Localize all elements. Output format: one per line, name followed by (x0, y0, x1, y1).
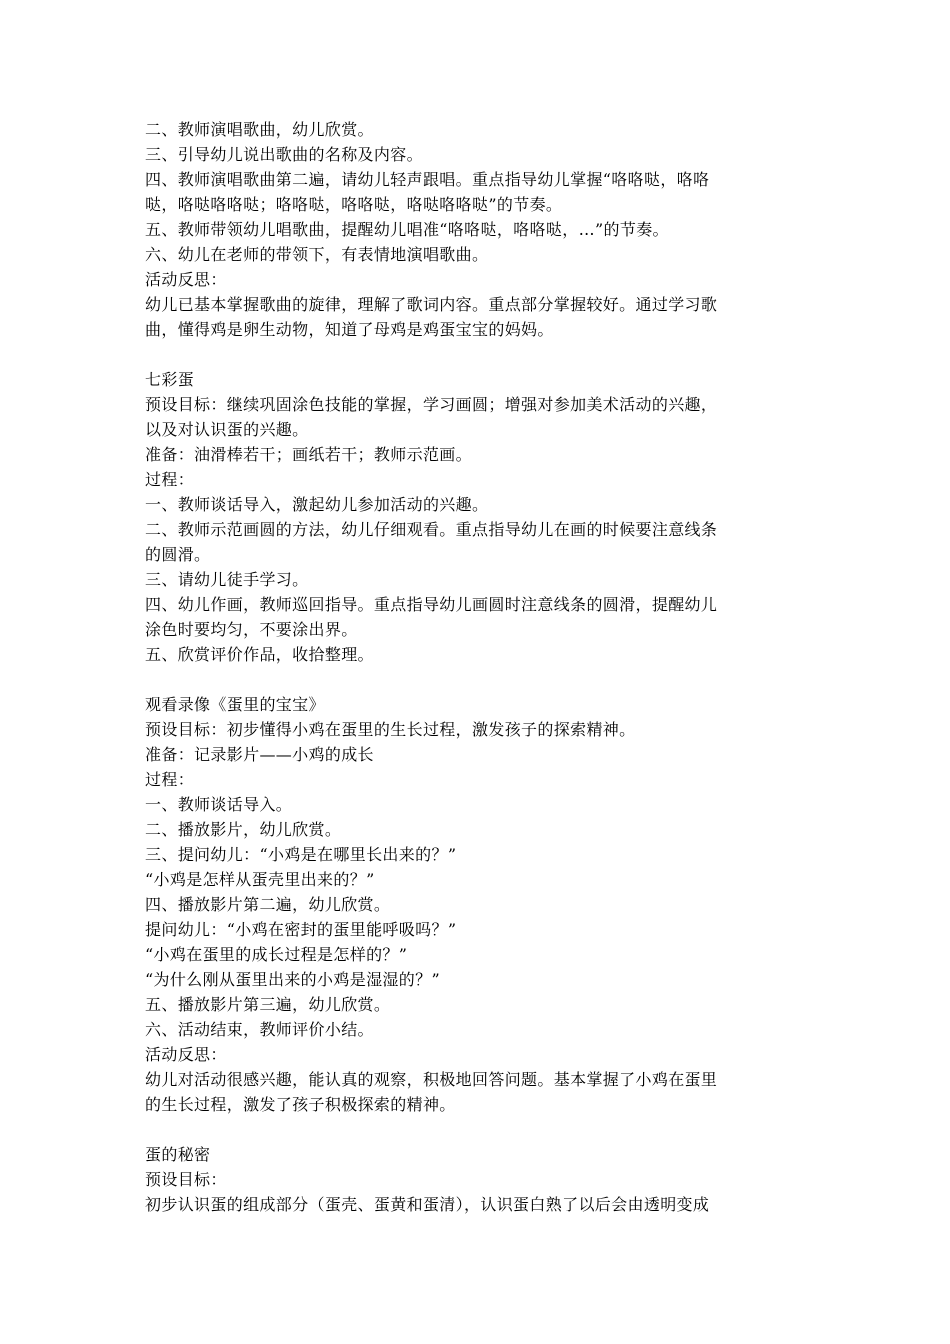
text-line: “小鸡是怎样从蛋壳里出来的？” (145, 870, 375, 889)
text-line: 以及对认识蛋的兴趣。 (145, 420, 309, 439)
text-line: “小鸡在蛋里的成长过程是怎样的？” (145, 945, 408, 964)
text-line: 准备：油滑棒若干；画纸若干；教师示范画。 (145, 445, 473, 464)
text-line: 六、活动结束，教师评价小结。 (145, 1020, 374, 1039)
text-line: 预设目标：继续巩固涂色技能的掌握，学习画圆；增强对参加美术活动的兴趣， (145, 395, 718, 414)
text-line: 过程： (145, 770, 195, 789)
text-line: 哒，咯哒咯咯哒；咯咯哒，咯咯哒，咯哒咯咯哒”的节奏。 (145, 195, 563, 214)
text-line: 五、欣赏评价作品，收拾整理。 (145, 645, 374, 664)
text-line: 五、教师带领幼儿唱歌曲，提醒幼儿唱准“咯咯哒，咯咯哒，…”的节奏。 (145, 220, 669, 239)
blank-line (145, 342, 815, 367)
text-line: 四、播放影片第二遍，幼儿欣赏。 (145, 895, 391, 914)
text-line: 观看录像《蛋里的宝宝》 (145, 695, 325, 714)
document-body (145, 117, 815, 1217)
text-line: 一、教师谈话导入，激起幼儿参加活动的兴趣。 (145, 495, 489, 514)
text-line: 二、教师演唱歌曲，幼儿欣赏。 (145, 120, 374, 139)
text-line: 预设目标： (145, 1170, 227, 1189)
text-line: 过程： (145, 470, 195, 489)
text-line: 蛋的秘密 (145, 1145, 211, 1164)
text-line: 一、教师谈话导入。 (145, 795, 293, 814)
text-line: 三、请幼儿徒手学习。 (145, 570, 309, 589)
text-line: 四、幼儿作画，教师巡回指导。重点指导幼儿画圆时注意线条的圆滑，提醒幼儿 (145, 595, 718, 614)
text-line: 的生长过程，激发了孩子积极探索的精神。 (145, 1095, 456, 1114)
text-line: 的圆滑。 (145, 545, 211, 564)
text-line: 二、播放影片，幼儿欣赏。 (145, 820, 342, 839)
text-line: “为什么刚从蛋里出来的小鸡是湿湿的？” (145, 970, 441, 989)
text-line: 三、引导幼儿说出歌曲的名称及内容。 (145, 145, 423, 164)
text-line: 初步认识蛋的组成部分（蛋壳、蛋黄和蛋清），认识蛋白熟了以后会由透明变成 (145, 1195, 710, 1214)
text-line: 幼儿对活动很感兴趣，能认真的观察，积极地回答问题。基本掌握了小鸡在蛋里 (145, 1070, 718, 1089)
blank-line (145, 667, 815, 692)
text-line: 活动反思： (145, 1045, 227, 1064)
text-line: 二、教师示范画圆的方法，幼儿仔细观看。重点指导幼儿在画的时候要注意线条 (145, 520, 718, 539)
text-line: 三、提问幼儿：“小鸡是在哪里长出来的？” (145, 845, 457, 864)
blank-line (145, 1117, 815, 1142)
text-line: 预设目标：初步懂得小鸡在蛋里的生长过程，激发孩子的探索精神。 (145, 720, 636, 739)
text-line: 五、播放影片第三遍，幼儿欣赏。 (145, 995, 391, 1014)
text-line: 七彩蛋 (145, 370, 195, 389)
text-line: 曲，懂得鸡是卵生动物，知道了母鸡是鸡蛋宝宝的妈妈。 (145, 320, 554, 339)
text-line: 四、教师演唱歌曲第二遍，请幼儿轻声跟唱。重点指导幼儿掌握“咯咯哒，咯咯 (145, 170, 710, 189)
text-line: 幼儿已基本掌握歌曲的旋律，理解了歌词内容。重点部分掌握较好。通过学习歌 (145, 295, 718, 314)
text-line: 六、幼儿在老师的带领下，有表情地演唱歌曲。 (145, 245, 489, 264)
text-line: 准备：记录影片——小鸡的成长 (145, 745, 374, 764)
text-line: 活动反思： (145, 270, 227, 289)
text-line: 涂色时要均匀，不要涂出界。 (145, 620, 358, 639)
text-line: 提问幼儿：“小鸡在密封的蛋里能呼吸吗？” (145, 920, 457, 939)
